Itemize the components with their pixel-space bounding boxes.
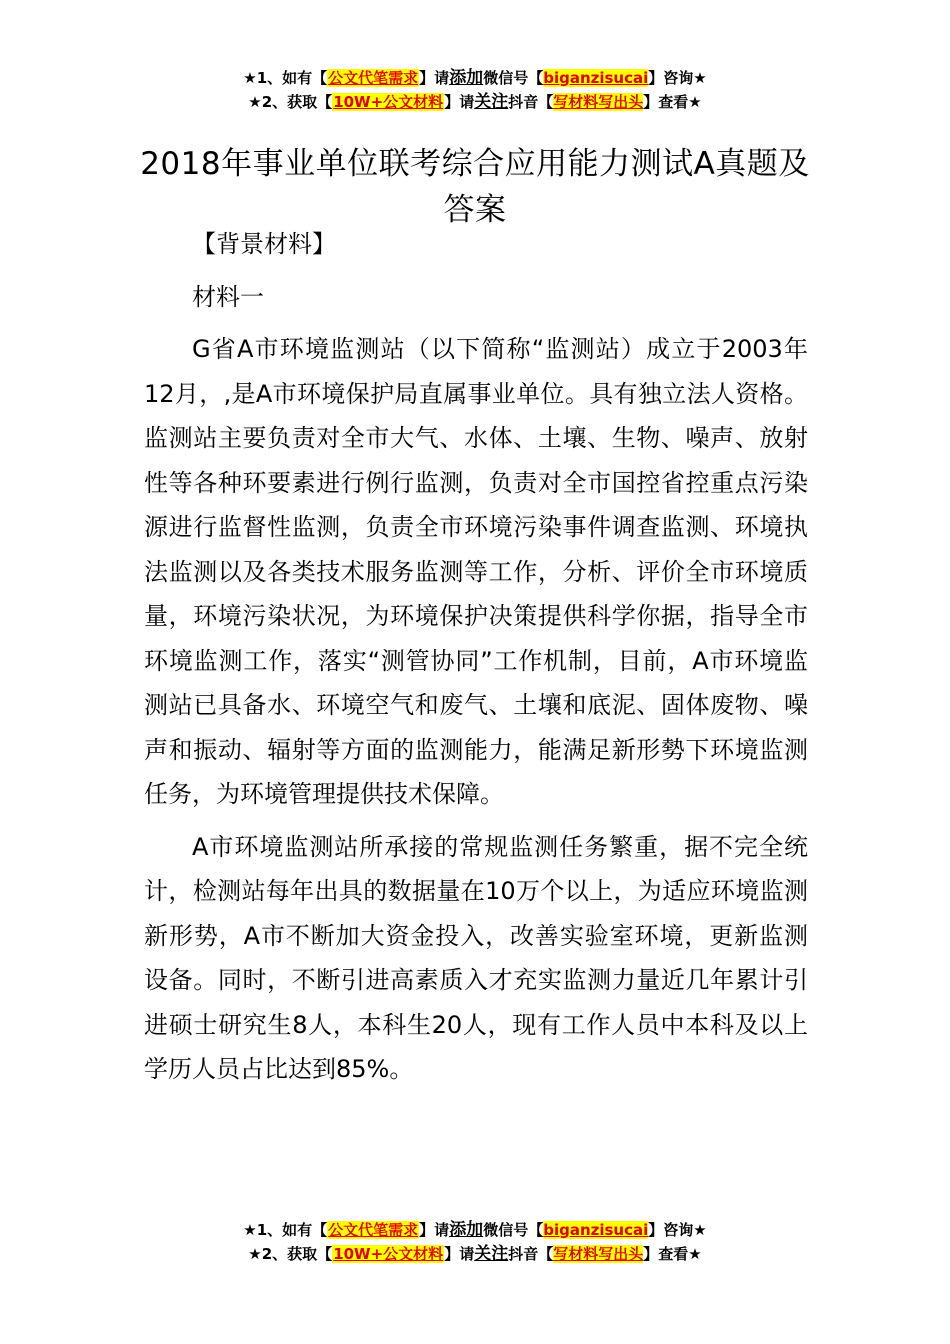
emphasis-text: 添加 [449,1220,484,1240]
banner-text: 抖音【 [508,93,554,111]
banner-text: ★1、如有【 [243,1221,328,1239]
banner-line-1 [0,66,950,90]
banner-text: 】请 [419,1221,450,1239]
material-label: 材料一 [192,282,264,311]
highlight-service: 公文代笔需求 [328,1221,419,1239]
banner-text: 】咨询★ [648,69,707,87]
banner-text: 抖音【 [508,1245,554,1263]
emphasis-text: 关注 [474,1244,509,1264]
document-title: 2018年事业单位联考综合应用能力测试A真题及答案 [140,145,810,228]
banner-text: ★2、获取【 [248,93,333,111]
banner-line-2 [0,1242,950,1266]
body-paragraph: G省A市环境监测站（以下简称“监测站）成立于2003年12月，,是A市环境保护局直属事业单位。具有独立法人资格。监测站主要负责对全市大气、水体、土壤、生物、噪声、放射性等各种环要素进行例行监测，负责对全市国控省控重点污染源进行监督性监测，负责全市环境污染事件调查监测、环境执法监测以及各类技术服务监测等工作，分析、评价全市环境质量，环境污染状况，为环境保护决策提供科学你据，指导全市环境监测工作，落实“测管协同”工作机制，目前，A市环境监测站已具备水、环境空气和废气、土壤和底泥、固体废物、噪声和振动、辐射等方面的监测能力，能满足新形勢下环境监测任务，为环境管理提供技术保障。 [144,335,808,808]
banner-text: 】请 [419,69,450,87]
banner-text: 】查看★ [643,93,702,111]
emphasis-text: 添加 [449,68,484,88]
section-heading: 【背景材料】 [192,230,336,258]
banner-text: ★2、获取【 [248,1245,333,1263]
banner-text: 】查看★ [643,1245,702,1263]
banner-line-2 [0,90,950,114]
banner-text: 】请 [444,93,475,111]
body-paragraph: A市环境监测站所承接的常规监测任务繁重，据不完全统计，检测站每年出具的数据量在10万个以上，为适应环境监测新形势，A市不断加大资金投入，改善实验室环境，更新监测设备。同时，不断引进高素质入才充实监测力量近几年累计引进硕士研究生8人，本科生20人，现有工作人员中本科及以上学历人员占比达到85%。 [144,832,808,1083]
highlight-materials: 10W+公文材料 [333,93,444,111]
footer-banner [0,1218,950,1266]
banner-line-1 [0,1218,950,1242]
header-banner [0,66,950,114]
highlight-materials: 10W+公文材料 [333,1245,444,1263]
wechat-id-link[interactable]: biganzisucai [543,69,649,87]
douyin-account-link[interactable]: 写材料写出头 [553,93,644,111]
banner-text: 】咨询★ [648,1221,707,1239]
banner-text: 】请 [444,1245,475,1263]
banner-text: ★1、如有【 [243,69,328,87]
document-body [144,222,808,1100]
banner-text: 微信号【 [483,69,544,87]
highlight-service: 公文代笔需求 [328,69,419,87]
wechat-id-link[interactable]: biganzisucai [543,1221,649,1239]
douyin-account-link[interactable]: 写材料写出头 [553,1245,644,1263]
emphasis-text: 关注 [474,92,509,112]
banner-text: 微信号【 [483,1221,544,1239]
